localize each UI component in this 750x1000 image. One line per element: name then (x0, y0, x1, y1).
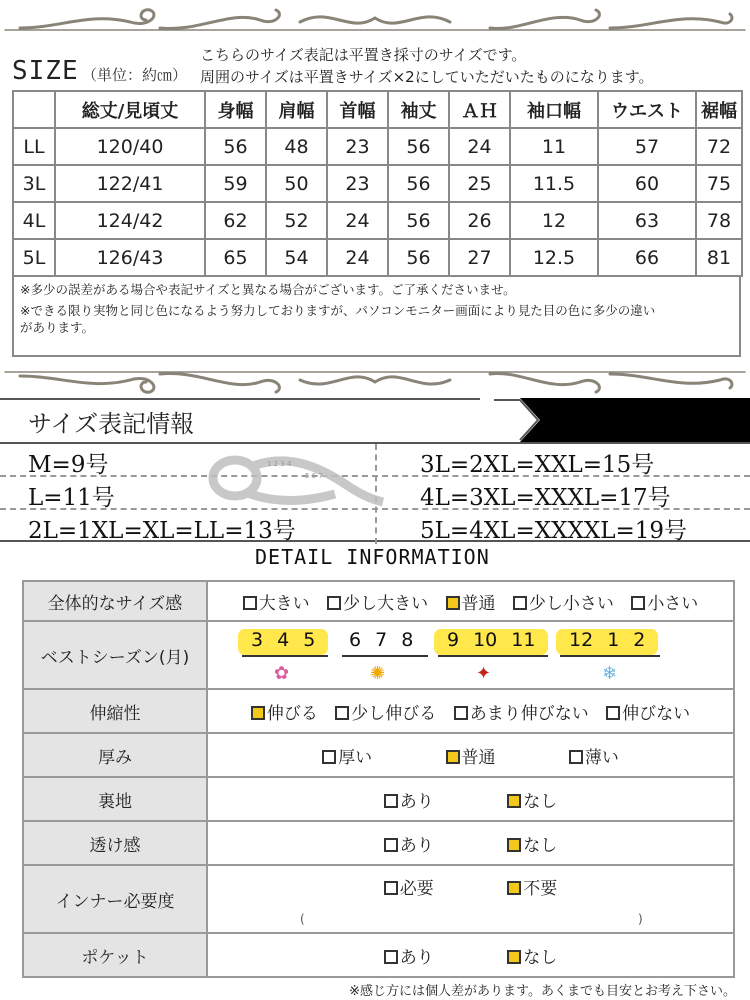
option-label: 小さい (647, 593, 699, 614)
option-label: 少し小さい (528, 593, 614, 614)
table-row (13, 165, 742, 202)
option-label: 伸びる (266, 703, 318, 724)
size-cell: 124/42 (55, 202, 205, 239)
size-note-line: 周囲のサイズは平置きサイズ×2にしていただいたものになります。 (200, 68, 654, 86)
measuring-tape-icon (195, 444, 385, 514)
option-item (507, 943, 557, 968)
option-item (384, 831, 434, 856)
size-cell: 25 (449, 165, 510, 202)
option-item (513, 589, 614, 614)
top-ornament (0, 4, 750, 38)
checkbox-icon (384, 950, 398, 964)
month-label: 5 (303, 629, 316, 651)
month-label: 9 (447, 629, 460, 651)
table-row (23, 821, 734, 865)
snowflake-icon: ❄ (602, 663, 618, 684)
table-row (13, 202, 742, 239)
checkbox-icon (327, 596, 341, 610)
size-header-cell: 身幅 (205, 91, 266, 128)
size-cell: 26 (449, 202, 510, 239)
option-item (446, 743, 496, 768)
notation-right: 3L=2XL=XXL=15号 (420, 452, 655, 478)
size-header-cell: ウエスト (598, 91, 696, 128)
checkbox-checked-icon (507, 794, 521, 808)
size-cell: 75 (696, 165, 742, 202)
detail-options (207, 777, 734, 821)
table-row (23, 689, 734, 733)
month-label: 8 (401, 629, 414, 651)
size-table-corner (13, 91, 55, 128)
checkbox-icon (513, 596, 527, 610)
detail-options (207, 821, 734, 865)
detail-table (22, 580, 735, 978)
option-label: 伸びない (622, 703, 691, 724)
size-cell: 11 (510, 128, 598, 165)
size-note-line: こちらのサイズ表記は平置き採寸のサイズです。 (200, 46, 527, 64)
size-cell: 52 (266, 202, 327, 239)
table-row (23, 621, 734, 689)
month-label: 12 (569, 629, 594, 651)
checkbox-checked-icon (251, 706, 265, 720)
size-header-cell: ＡＨ (449, 91, 510, 128)
size-cell: 78 (696, 202, 742, 239)
size-table (12, 90, 743, 277)
option-label: 普通 (461, 593, 496, 614)
option-label: なし (523, 947, 558, 968)
size-label: 3L (13, 165, 55, 202)
option-item (243, 589, 310, 614)
option-label: 薄い (584, 747, 619, 768)
footer-note: ※感じ方には個人差があります。あくまでも目安とお考え下さい。 (349, 984, 736, 999)
detail-title: DETAIL INFORMATION (255, 545, 490, 569)
notation-right: 4L=3XL=XXXL=17号 (420, 485, 671, 511)
checkbox-icon (606, 706, 620, 720)
checkbox-icon (322, 750, 336, 764)
season-chart (208, 623, 733, 687)
checkbox-icon (454, 706, 468, 720)
size-cell: 56 (388, 239, 449, 276)
table-row (13, 128, 742, 165)
table-row (23, 581, 734, 621)
size-cell: 50 (266, 165, 327, 202)
remark-line: ※多少の誤差がある場合や表記サイズと異なる場合がございます。ご了承くださいませ。 (20, 282, 516, 297)
option-label: 厚い (338, 747, 373, 768)
paren-open: ( (300, 912, 305, 926)
size-header-cell: 袖口幅 (510, 91, 598, 128)
detail-options (207, 733, 734, 777)
checkbox-icon (384, 881, 398, 895)
size-header-cell: 首幅 (327, 91, 388, 128)
table-row (23, 733, 734, 777)
notation-right: 5L=4XL=XXXXL=19号 (420, 518, 688, 544)
middle-ornament (0, 362, 750, 396)
sunflower-icon: ✺ (370, 663, 386, 684)
size-cell: 24 (327, 239, 388, 276)
season-spring (238, 629, 328, 655)
svg-text:1 2 3 4: 1 2 3 4 (267, 460, 292, 468)
option-label: 少し伸びる (351, 703, 437, 724)
month-label: 7 (375, 629, 388, 651)
option-label: あり (399, 835, 434, 856)
option-label: あまり伸びない (469, 703, 589, 724)
option-label: なし (523, 835, 558, 856)
size-cell: 122/41 (55, 165, 205, 202)
month-label: 10 (473, 629, 498, 651)
size-cell: 59 (205, 165, 266, 202)
flower-icon: ✿ (274, 663, 290, 684)
size-label: 4L (13, 202, 55, 239)
size-cell: 56 (388, 202, 449, 239)
option-item (631, 589, 698, 614)
month-label: 3 (251, 629, 264, 651)
size-header-cell: 総丈/見頃丈 (55, 91, 205, 128)
detail-label: 全体的なサイズ感 (23, 581, 207, 621)
checkbox-checked-icon (446, 596, 460, 610)
size-cell: 81 (696, 239, 742, 276)
option-label: あり (399, 791, 434, 812)
option-item (384, 943, 434, 968)
season-summer-line (342, 655, 428, 657)
option-item (251, 699, 318, 724)
option-item (384, 787, 434, 812)
option-item (384, 874, 434, 899)
detail-label: 厚み (23, 733, 207, 777)
month-label: 2 (633, 629, 646, 651)
option-label: 不要 (523, 879, 558, 899)
season-autumn (434, 629, 548, 655)
size-unit: （単位：約㎝） (82, 66, 188, 84)
detail-options (207, 933, 734, 977)
size-label: 5L (13, 239, 55, 276)
table-row (23, 933, 734, 977)
size-cell: 62 (205, 202, 266, 239)
remark-line: ※できる限り実物と同じ色になるよう努力しておりますが、パソコンモニター画面により見た目の色に多少の違い (20, 303, 656, 318)
size-cell: 65 (205, 239, 266, 276)
detail-label: 伸縮性 (23, 689, 207, 733)
size-header-cell: 肩幅 (266, 91, 327, 128)
month-label: 6 (349, 629, 362, 651)
checkbox-checked-icon (507, 838, 521, 852)
detail-label: インナー必要度 (23, 865, 207, 933)
size-cell: 72 (696, 128, 742, 165)
detail-label: 透け感 (23, 821, 207, 865)
month-label: 11 (511, 629, 536, 651)
size-table-header (13, 91, 742, 128)
option-label: 普通 (461, 747, 496, 768)
season-spring-line (242, 655, 328, 657)
option-item (454, 699, 589, 724)
detail-label: 裏地 (23, 777, 207, 821)
size-cell: 27 (449, 239, 510, 276)
notation-left: M=9号 (28, 452, 109, 478)
size-cell: 24 (327, 202, 388, 239)
size-cell: 48 (266, 128, 327, 165)
checkbox-icon (335, 706, 349, 720)
month-label: 4 (277, 629, 290, 651)
size-cell: 23 (327, 165, 388, 202)
checkbox-checked-icon (507, 881, 521, 895)
detail-label: ポケット (23, 933, 207, 977)
size-cell: 63 (598, 202, 696, 239)
checkbox-checked-icon (507, 950, 521, 964)
size-cell: 54 (266, 239, 327, 276)
option-item (507, 831, 557, 856)
size-cell: 24 (449, 128, 510, 165)
season-winter-line (560, 655, 660, 657)
size-cell: 12.5 (510, 239, 598, 276)
season-cell (207, 621, 734, 689)
size-label: LL (13, 128, 55, 165)
notation-left: 2L=1XL=XL=LL=13号 (28, 518, 296, 544)
notation-left: L=11号 (28, 485, 115, 511)
size-cell: 56 (388, 128, 449, 165)
remark-line: があります。 (20, 320, 95, 335)
svg-text:5 6 7: 5 6 7 (305, 472, 323, 480)
table-row (13, 239, 742, 276)
checkbox-icon (384, 794, 398, 808)
option-label: 少し大きい (343, 593, 429, 614)
season-winter (556, 629, 658, 655)
checkbox-icon (384, 838, 398, 852)
option-item (507, 874, 557, 899)
option-item (507, 787, 557, 812)
option-item (327, 589, 428, 614)
option-label: あり (399, 947, 434, 968)
size-cell: 56 (388, 165, 449, 202)
checkbox-icon (569, 750, 583, 764)
month-label: 1 (607, 629, 620, 651)
maple-leaf-icon: ✦ (476, 663, 492, 684)
size-cell: 57 (598, 128, 696, 165)
size-note (200, 44, 654, 88)
checkbox-icon (243, 596, 257, 610)
detail-options (207, 581, 734, 621)
size-cell: 126/43 (55, 239, 205, 276)
size-cell: 11.5 (510, 165, 598, 202)
checkbox-checked-icon (446, 750, 460, 764)
notation-arrow-shape (480, 398, 540, 442)
detail-options (207, 689, 734, 733)
option-label: なし (523, 791, 558, 812)
option-item (569, 743, 619, 768)
checkbox-icon (631, 596, 645, 610)
size-title: SIZE (12, 56, 79, 86)
table-row (23, 777, 734, 821)
size-cell: 60 (598, 165, 696, 202)
option-item (606, 699, 690, 724)
size-cell: 23 (327, 128, 388, 165)
notation-title: サイズ表記情報 (28, 410, 195, 438)
detail-options (207, 865, 734, 933)
option-item (335, 699, 436, 724)
size-cell: 12 (510, 202, 598, 239)
detail-label: ベストシーズン(月) (23, 621, 207, 689)
option-label: 必要 (399, 879, 434, 899)
size-cell: 56 (205, 128, 266, 165)
size-remarks (12, 275, 741, 357)
size-header-cell: 袖丈 (388, 91, 449, 128)
table-row (23, 865, 734, 933)
paren-close: ) (638, 912, 643, 926)
option-label: 大きい (258, 593, 310, 614)
option-item (322, 743, 372, 768)
size-cell: 66 (598, 239, 696, 276)
season-autumn-line (438, 655, 548, 657)
size-cell: 120/40 (55, 128, 205, 165)
size-header-cell: 裾幅 (696, 91, 742, 128)
option-item (446, 589, 496, 614)
season-summer (336, 629, 426, 655)
